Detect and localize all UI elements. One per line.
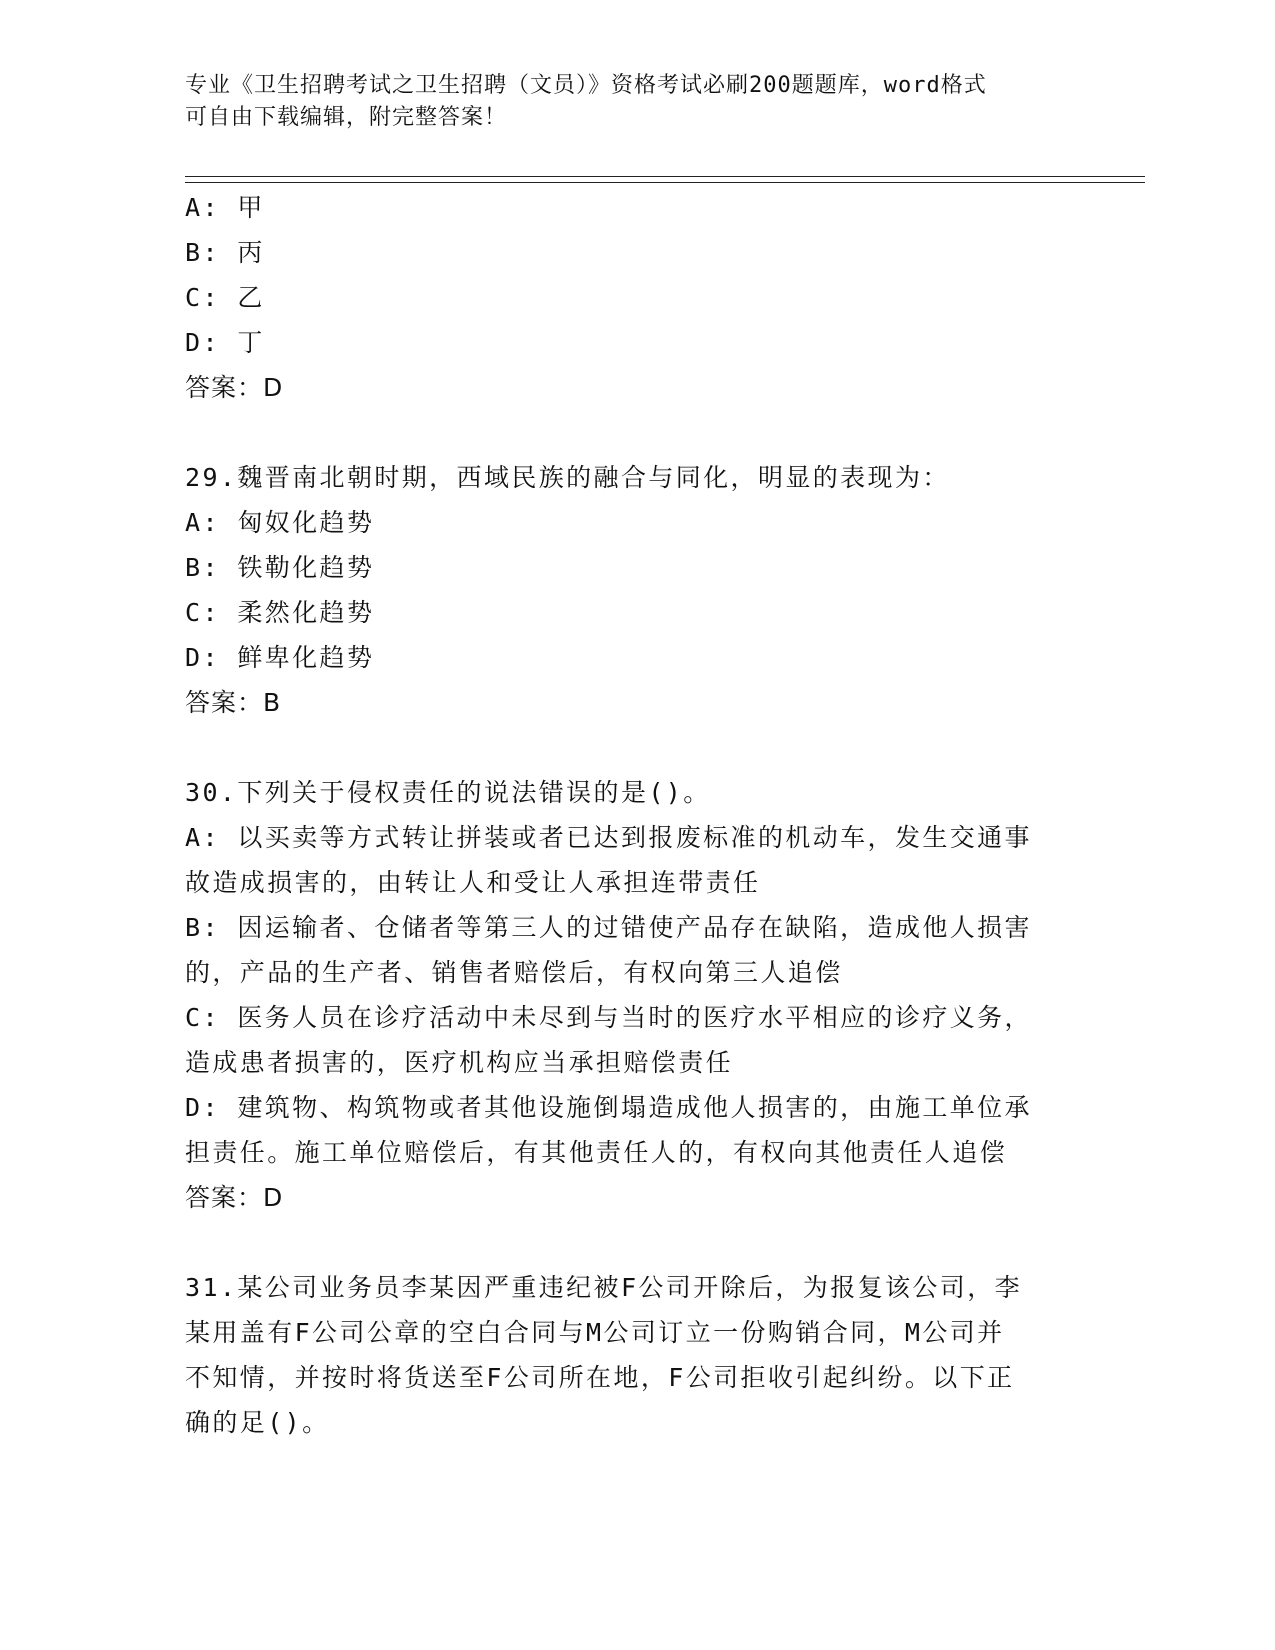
question-content (185, 185, 1085, 1445)
question-text-line-1: 31.某公司业务员李某因严重违纪被F公司开除后，为报复该公司，李 (185, 1273, 1023, 1302)
option-a-line-2: 故造成损害的，由转让人和受让人承担连带责任 (185, 868, 761, 897)
question-28 (185, 185, 1085, 410)
option-d: D: 鲜卑化趋势 (185, 643, 375, 672)
spacer (185, 725, 1085, 770)
option-b-line-1: B: 因运输者、仓储者等第三人的过错使产品存在缺陷，造成他人损害 (185, 913, 1032, 942)
question-30 (185, 770, 1085, 1220)
question-29 (185, 455, 1085, 725)
page-header (185, 70, 1065, 134)
option-d: D: 丁 (185, 328, 265, 357)
answer: 答案：D (185, 373, 284, 402)
option-c-line-1: C: 医务人员在诊疗活动中未尽到与当时的医疗水平相应的诊疗义务， (185, 1003, 1032, 1032)
question-text-line-2: 某用盖有F公司公章的空白合同与M公司订立一份购销合同，M公司并 (185, 1318, 1005, 1347)
option-c: C: 乙 (185, 283, 265, 312)
option-b: B: 铁勒化趋势 (185, 553, 375, 582)
option-b-line-2: 的，产品的生产者、销售者赔偿后，有权向第三人追偿 (185, 958, 843, 987)
option-a: A: 匈奴化趋势 (185, 508, 375, 537)
answer: 答案：B (185, 688, 282, 717)
question-text: 29.魏晋南北朝时期，西域民族的融合与同化，明显的表现为： (185, 463, 950, 492)
question-text-line-4: 确的足()。 (185, 1408, 330, 1437)
option-c: C: 柔然化趋势 (185, 598, 375, 627)
question-text-line-3: 不知情，并按时将货送至F公司所在地，F公司拒收引起纠纷。以下正 (185, 1363, 1015, 1392)
question-31 (185, 1265, 1085, 1445)
header-line-2: 可自由下载编辑，附完整答案！ (185, 105, 508, 130)
option-b: B: 丙 (185, 238, 265, 267)
header-rule-bottom (185, 182, 1145, 183)
option-a-line-1: A: 以买卖等方式转让拼装或者已达到报废标准的机动车，发生交通事 (185, 823, 1032, 852)
header-rule-top (185, 176, 1145, 177)
spacer (185, 1220, 1085, 1265)
spacer (185, 410, 1085, 455)
answer: 答案：D (185, 1183, 284, 1212)
option-a: A: 甲 (185, 193, 265, 222)
question-text: 30.下列关于侵权责任的说法错误的是()。 (185, 778, 711, 807)
option-d-line-1: D: 建筑物、构筑物或者其他设施倒塌造成他人损害的，由施工单位承 (185, 1093, 1032, 1122)
header-line-1: 专业《卫生招聘考试之卫生招聘（文员）》资格考试必刷200题题库，word格式 (185, 73, 987, 98)
option-c-line-2: 造成患者损害的，医疗机构应当承担赔偿责任 (185, 1048, 734, 1077)
option-d-line-2: 担责任。施工单位赔偿后，有其他责任人的，有权向其他责任人追偿 (185, 1138, 1008, 1167)
